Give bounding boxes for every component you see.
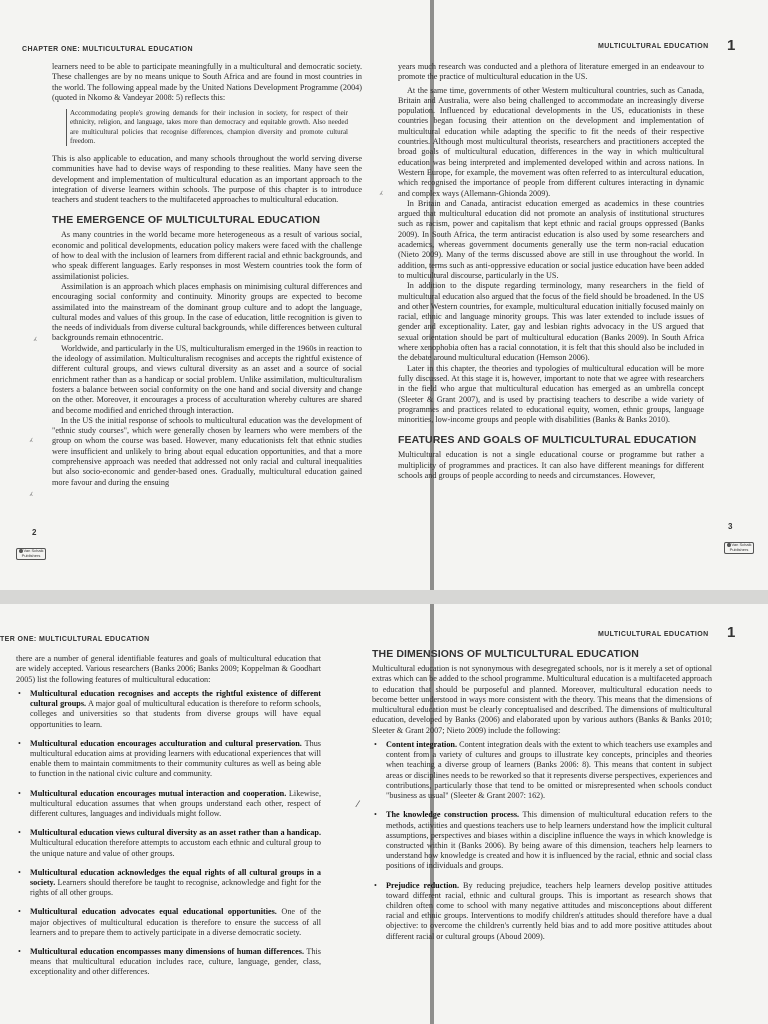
block-quote: Accommodating people's growing demands for their inclusion in society, for respect of their ethnicity, religion, and language, takes more than democracy and equitable growth. Also needed are multicultural policies that recognise differences, champion diversity and promote cultural freedom. xyxy=(66,109,348,146)
paragraph: In Britain and Canada, antiracist education emerged as academics in these countries argued that multicultural education did not promote an analysis of institutional structures such as racism, power and capitalism that kept ethnic and racial groups oppressed (Banks 2009). In South Africa, the term antiracist education is also used by some researchers and academics, whereas government documents generally use the term non-racial education (Nieto 2009). Many of the terms discussed above are still in use throughout the world. In addition, terms such as anti-oppressive education or social justice education have been added to multicultural discourse, particularly in the US. xyxy=(398,198,704,280)
paragraph: In the US the initial response of schools to multicultural education was the development of "ethnic study courses", which were generally chosen by learners who were members of the group on whom the course was based. However, many educationists felt that ethnic studies were insufficient and unlikely to bring about equal education opportunities, and that a more comprehensive approach was needed that addressed not only racial and cultural inequalities but also socio-economic and gender-based ones. Gradually, multicultural education gained more favour and during the ensuing xyxy=(52,415,362,487)
list-item-text: Thus multicultural education aims at providing learners with educational experiences that will enable them to maintain commitments to their community cultures as well as being able to function in the national civic culture and community. xyxy=(30,738,321,779)
bullet-icon: • xyxy=(18,867,21,877)
list-item-text: Multicultural education therefore attempts to accustom each ethnic and cultural group to the unique nature and value of other groups. xyxy=(30,838,321,858)
list-item xyxy=(16,947,321,978)
list-item-title: Prejudice reduction. xyxy=(386,880,460,890)
running-head: MULTICULTURAL EDUCATION xyxy=(598,43,709,50)
list-item-title: Multicultural education advocates equal educational opportunities. xyxy=(30,907,277,917)
paragraph: Assimilation is an approach which places emphasis on minimising cultural differences and encouraging social conformity and continuity. Minority groups are expected to become assimilated into the mainstream of the dominant group culture and to adopt the language, cultural modes and values of this group. In the case of education, little recognition is given to the needs of individuals from diverse cultural backgrounds, while differences between cultural backgrounds remain ethnocentric. xyxy=(52,281,362,343)
bullet-icon: • xyxy=(18,828,21,838)
page-5-body xyxy=(372,648,712,1024)
bullet-icon: • xyxy=(374,740,377,750)
list-item-text: By reducing prejudice, teachers help learners develop positive attitudes toward different racial, ethnic and cultural groups. This is important as research shows that children often come to school with many negative attitudes and misconceptions about different racial and ethnic groups. Interventions to modify children's attitudes should therefore have a dual objective: to overcome the children's currently held bias and to add more positive attitudes about different racial or cultural groups (Aboud 2009). xyxy=(386,880,712,941)
list-item-title: Content integration. xyxy=(386,740,458,750)
list-item-title: Multicultural education views cultural diversity as an asset rather than a handicap. xyxy=(30,828,321,838)
pencil-caret-mark: ⁁ xyxy=(34,332,37,342)
list-item xyxy=(16,868,321,899)
bullet-icon: • xyxy=(18,907,21,917)
paragraph: there are a number of general identifiable features and goals of multicultural education that are widely accepted. Various researchers (Banks 2006; Banks 2009; Koppelman & Goodhart 2005) list the following features of multicultural education: xyxy=(16,654,321,684)
paragraph: Multicultural education is not synonymous with desegregated schools, nor is it merely a set of optional extras which can be added to the school programme. Multicultural education is a multifaceted approach to education that should be purposeful and planned. Moreover, multicultural education needs to become better understood in ways more consistent with the theory. This means that the dimensions of multicultural education must be clearly conceptualised and described. The dimensions of multicultural education, developed by Banks (2006) and elaborated upon by various authors (Banks & Banks 2010; Sleeter & Grant 2007; Nieto 2009) include the following: xyxy=(372,664,712,735)
list-item-text: Likewise, multicultural education assumes that when groups understand each other, respect of different cultures, languages and individuals might follow. xyxy=(30,788,321,818)
list-item-title: Multicultural education recognises and accepts the rightful existence of different cultural groups. xyxy=(30,688,321,709)
bullet-icon: • xyxy=(18,738,21,748)
pencil-caret-mark: ⁁ xyxy=(30,487,33,497)
paragraph: This is also applicable to education, and many schools throughout the world serving diverse communities have had to devise ways of responding to these realities. Many have seen the development and implementation of multicultural education as an important approach to the integration of diverse learners within schools. The purpose of this chapter is to introduce teachers and student teachers to the multifaceted approaches to multicultural education. xyxy=(52,154,362,205)
paragraph: learners need to be able to participate meaningfully in a multicultural and democratic society. These challenges are by no means unique to South Africa and are found in most countries in the world. The following appeal made by the United Nations Development Programme (2004) (quoted in Nkomo & Vandeyar 2008: 5) reflects this: xyxy=(52,62,362,102)
running-head: MULTICULTURAL EDUCATION xyxy=(598,631,709,638)
page-number-side: 3 xyxy=(728,522,733,531)
paragraph: Worldwide, and particularly in the US, multiculturalism emerged in the 1960s in reaction to the ideology of assimilation. Multiculturalism recognises and accepts the rightful existence of different cultural groups, and views cultural diversity as an asset and a source of social enrichment rather than as a handicap or social problem. Unlike assimilation, multiculturalism fosters a balance between social conformity on the one hand and social diversity and change on the other. Moreover, it encourages a process of acculturation whereby cultures are shared and become modified and enriched through interaction. xyxy=(52,343,362,415)
pencil-caret-mark: ⁁ xyxy=(30,433,33,443)
paragraph: Later in this chapter, the theories and typologies of multicultural education will be more fully discussed. At this stage it is, however, important to note that we agree with researchers in the field who argue that multicultural education has emerged as an umbrella concept (Sleeter & Grant 2007), and is used by practising teachers to describe a wide variety of programmes and practices related to educational equity, women, ethnic groups, language minorities, low-income groups and people with disabilities (Banks & Banks 2010). xyxy=(398,363,704,425)
pencil-caret-mark: ⁁ xyxy=(380,186,383,196)
bullet-icon: • xyxy=(18,688,21,698)
list-item xyxy=(16,828,321,859)
running-head: CHAPTER ONE: MULTICULTURAL EDUCATION xyxy=(22,46,193,53)
page-number: 1 xyxy=(727,624,736,641)
bullet-icon: • xyxy=(18,788,21,798)
list-item xyxy=(372,881,712,942)
section-heading: THE EMERGENCE OF MULTICULTURAL EDUCATION xyxy=(52,214,321,227)
bullet-icon: • xyxy=(374,810,377,820)
list-item xyxy=(16,689,321,730)
features-list xyxy=(16,689,321,978)
publisher-logo: Van Schaik Publishers xyxy=(724,542,754,554)
list-item-text: This dimension of multicultural education refers to the methods, activities and questions teachers use to help learners understand how the implicit cultural assumptions, perspectives and biases within a discipline influence the ways in which knowledge is constructed within it (Banks 2006). By being aware of this dimension, teachers help learners to understand how knowledge is created and how it is influenced by the racial, ethnic and social class positions of individuals and groups. xyxy=(386,810,712,871)
dimensions-list xyxy=(372,740,712,942)
section-heading: FEATURES AND GOALS OF MULTICULTURAL EDUCATION xyxy=(398,434,697,447)
list-item xyxy=(372,810,712,871)
list-item-text: Content integration deals with the extent to which teachers use examples and content from a variety of cultures and groups to illustrate key concepts, principles and theories when teaching a diverse group of learners (Banks 2006: 8). This means that content in subject areas or disciplines needs to be reworked so that it represents diverse perspectives, experiences and contributions, particularly those that tend to be omitted or misrepresented when schools conduct "business as usual" (Sleeter & Grant 2007: 162). xyxy=(386,740,712,801)
list-item-text: This means that multicultural education includes race, culture, language, gender, class, exceptionality and other differences. xyxy=(30,946,321,977)
list-item xyxy=(16,789,321,820)
page-number: 1 xyxy=(727,37,736,54)
list-item-title: The knowledge construction process. xyxy=(386,810,520,820)
paragraph: At the same time, governments of other Western multicultural countries, such as Canada, Britain and Australia, were also being challenged to accommodate an increasingly diverse population. Influenced by educational developments in the US, educationists in these countries began focusing their attention on the development and implementation of multicultural education while adapting the specific to fit the needs of their respective countries. Although most multicultural theorists, researchers and practitioners accepted the broad goals of multicultural education, differences in the way in which multicultural education was being interpreted and implemented developed within and across nations. In Western Europe, for example, the movement was often referred to as intercultural education, which recognised the importance of people from different cultures interacting in dynamic and complex ways (Allemann-Ghionda 2009). xyxy=(398,85,704,198)
running-head: TER ONE: MULTICULTURAL EDUCATION xyxy=(0,636,150,643)
list-item-title: Multicultural education encompasses many dimensions of human differences. xyxy=(30,946,305,956)
list-item-title: Multicultural education acknowledges the equal rights of all cultural groups in a society. xyxy=(30,867,321,887)
list-item xyxy=(372,740,712,801)
list-item-title: Multicultural education encourages mutual interaction and cooperation. xyxy=(30,788,287,798)
list-item-text: One of the major objectives of multicultural education is therefore to ensure the success of all learners and to prepare them to actively participate in a diverse democratic society. xyxy=(30,907,321,937)
paragraph: In addition to the dispute regarding terminology, many researchers in the field of multicultural education also argued that the focus of the field should be broadened. In the US and other Western countries, for example, multicultural education initially focused mainly on racial, ethnic and language minority groups. This was later extended to include issues of gender and exceptionality. Later, gay and lesbian rights advocacy in the US argued that sexual orientation should be part of multicultural education (Banks 2009). In South Africa where xenophobia often has a racial connotation, it is felt that this should also be included in the debate around multicultural education (Hemson 2006). xyxy=(398,281,704,363)
list-item xyxy=(16,739,321,780)
pencil-tick-mark: ⁄ xyxy=(357,800,359,810)
list-item-title: Multicultural education encourages acculturation and cultural preservation. xyxy=(30,738,302,748)
section-heading: THE DIMENSIONS OF MULTICULTURAL EDUCATION xyxy=(372,648,639,660)
paragraph: Multicultural education is not a single educational course or programme but rather a multiplicity of programmes and practices. It can also have different meanings for different schools and groups of people according to needs and circumstances. However, xyxy=(398,450,704,480)
page-3-body xyxy=(398,62,704,582)
list-item-text: Learners should therefore be taught to recognise, acknowledge and fight for the rights of all other groups. xyxy=(30,877,321,898)
bullet-icon: • xyxy=(374,880,377,890)
bottom-spread xyxy=(0,604,768,1024)
list-item xyxy=(16,907,321,938)
page-2-body xyxy=(52,62,362,582)
page-4-body xyxy=(16,654,321,1024)
list-item-text: A major goal of multicultural education is therefore to reform schools, colleges and universities so that students from diverse groups will have equal opportunities to learn. xyxy=(30,699,321,729)
paragraph: As many countries in the world became more heterogeneous as a result of various social, economic and political developments, education policy makers were faced with the challenge of how to deal with the inclusion of learners from different racial and ethnic backgrounds, and who speak different languages. Early responses in most Western countries took the form of assimilationist policies. xyxy=(52,230,362,281)
bullet-icon: • xyxy=(18,946,21,956)
page-number-side: 2 xyxy=(32,528,37,537)
paragraph: years much research was conducted and a plethora of literature emerged in an endeavour to promote the practice of multicultural education in the US. xyxy=(398,62,704,82)
publisher-logo: Van Schaik Publishers xyxy=(16,548,46,560)
